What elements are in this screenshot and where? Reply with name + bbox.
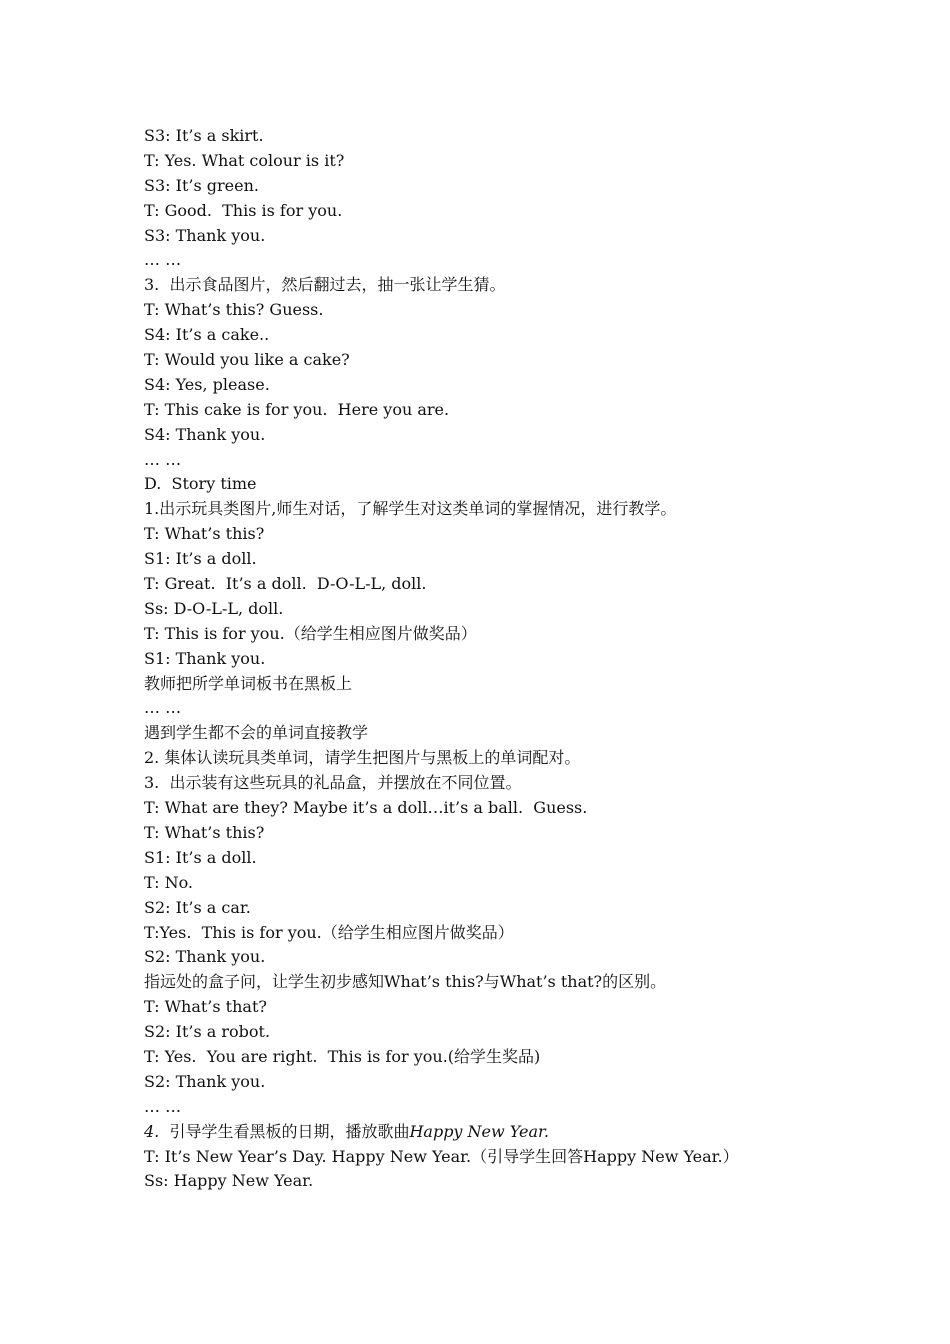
text-line: … … <box>144 1096 182 1116</box>
text-line: T: Great. It’s a doll. D-O-L-L, doll. <box>144 574 427 594</box>
text-line: S2: Thank you. <box>144 947 266 967</box>
song-title: Happy New Year. <box>409 1121 549 1141</box>
item-4-line <box>144 1120 824 1145</box>
text-line: T: What are they? Maybe it’s a doll…it’s a ball. Guess. <box>144 798 588 818</box>
text-line: 遇到学生都不会的单词直接教学 <box>144 723 369 743</box>
text-line: T: What’s this? Guess. <box>144 300 324 320</box>
text-line: S4: It’s a cake.. <box>144 325 270 345</box>
text-line: S2: It’s a car. <box>144 897 251 917</box>
text-line: T: No. <box>144 872 194 892</box>
item-4-text: 引导学生看黑板的日期，播放歌曲 <box>159 1121 410 1141</box>
text-line: Ss: Happy New Year. <box>144 1171 314 1191</box>
text-line: T:Yes. This is for you.（给学生相应图片做奖品） <box>144 922 514 942</box>
text-line: 3. 出示食品图片，然后翻过去，抽一张让学生猜。 <box>144 275 506 295</box>
text-line: … … <box>144 698 182 718</box>
text-line: T: What’s this? <box>144 524 265 544</box>
text-line: T: What’s that? <box>144 997 267 1017</box>
text-line: S1: Thank you. <box>144 648 266 668</box>
text-line: 1.出示玩具类图片,师生对话，了解学生对这类单词的掌握情况，进行教学。 <box>144 499 677 519</box>
text-line: Ss: D-O-L-L, doll. <box>144 598 284 618</box>
text-line: D. Story time <box>144 474 257 494</box>
text-line: T: Yes. What colour is it? <box>144 150 345 170</box>
text-line: … … <box>144 449 182 469</box>
text-line: S3: Thank you. <box>144 225 266 245</box>
text-line: S3: It’s green. <box>144 175 259 195</box>
text-line: S4: Thank you. <box>144 424 266 444</box>
text-line: S2: It’s a robot. <box>144 1022 271 1042</box>
text-line: T: This is for you.（给学生相应图片做奖品） <box>144 623 477 643</box>
text-line: 教师把所学单词板书在黑板上 <box>144 673 353 693</box>
text-line: T: Would you like a cake? <box>144 350 350 370</box>
document-page <box>144 124 824 1194</box>
text-line: T: Yes. You are right. This is for you.(给学生奖品) <box>144 1046 541 1066</box>
dialogue-lines <box>144 124 824 1120</box>
text-line: T: This cake is for you. Here you are. <box>144 399 450 419</box>
text-line: S2: Thank you. <box>144 1071 266 1091</box>
text-line: … … <box>144 250 182 270</box>
item-4-number: 4. <box>144 1121 160 1141</box>
text-line: T: Good. This is for you. <box>144 200 343 220</box>
text-line: T: It’s New Year’s Day. Happy New Year.（引导学生回答Happy New Year.） <box>144 1146 739 1166</box>
text-line: S1: It’s a doll. <box>144 847 257 867</box>
text-line: 2. 集体认读玩具类单词，请学生把图片与黑板上的单词配对。 <box>144 748 581 768</box>
text-line: 指远处的盒子问，让学生初步感知What’s this?与What’s that?的区别。 <box>144 972 667 992</box>
text-line: S4: Yes, please. <box>144 374 270 394</box>
text-line: S1: It’s a doll. <box>144 549 257 569</box>
text-line: T: What’s this? <box>144 822 265 842</box>
text-line: S3: It’s a skirt. <box>144 126 264 145</box>
text-line: 3. 出示装有这些玩具的礼品盒，并摆放在不同位置。 <box>144 773 522 793</box>
